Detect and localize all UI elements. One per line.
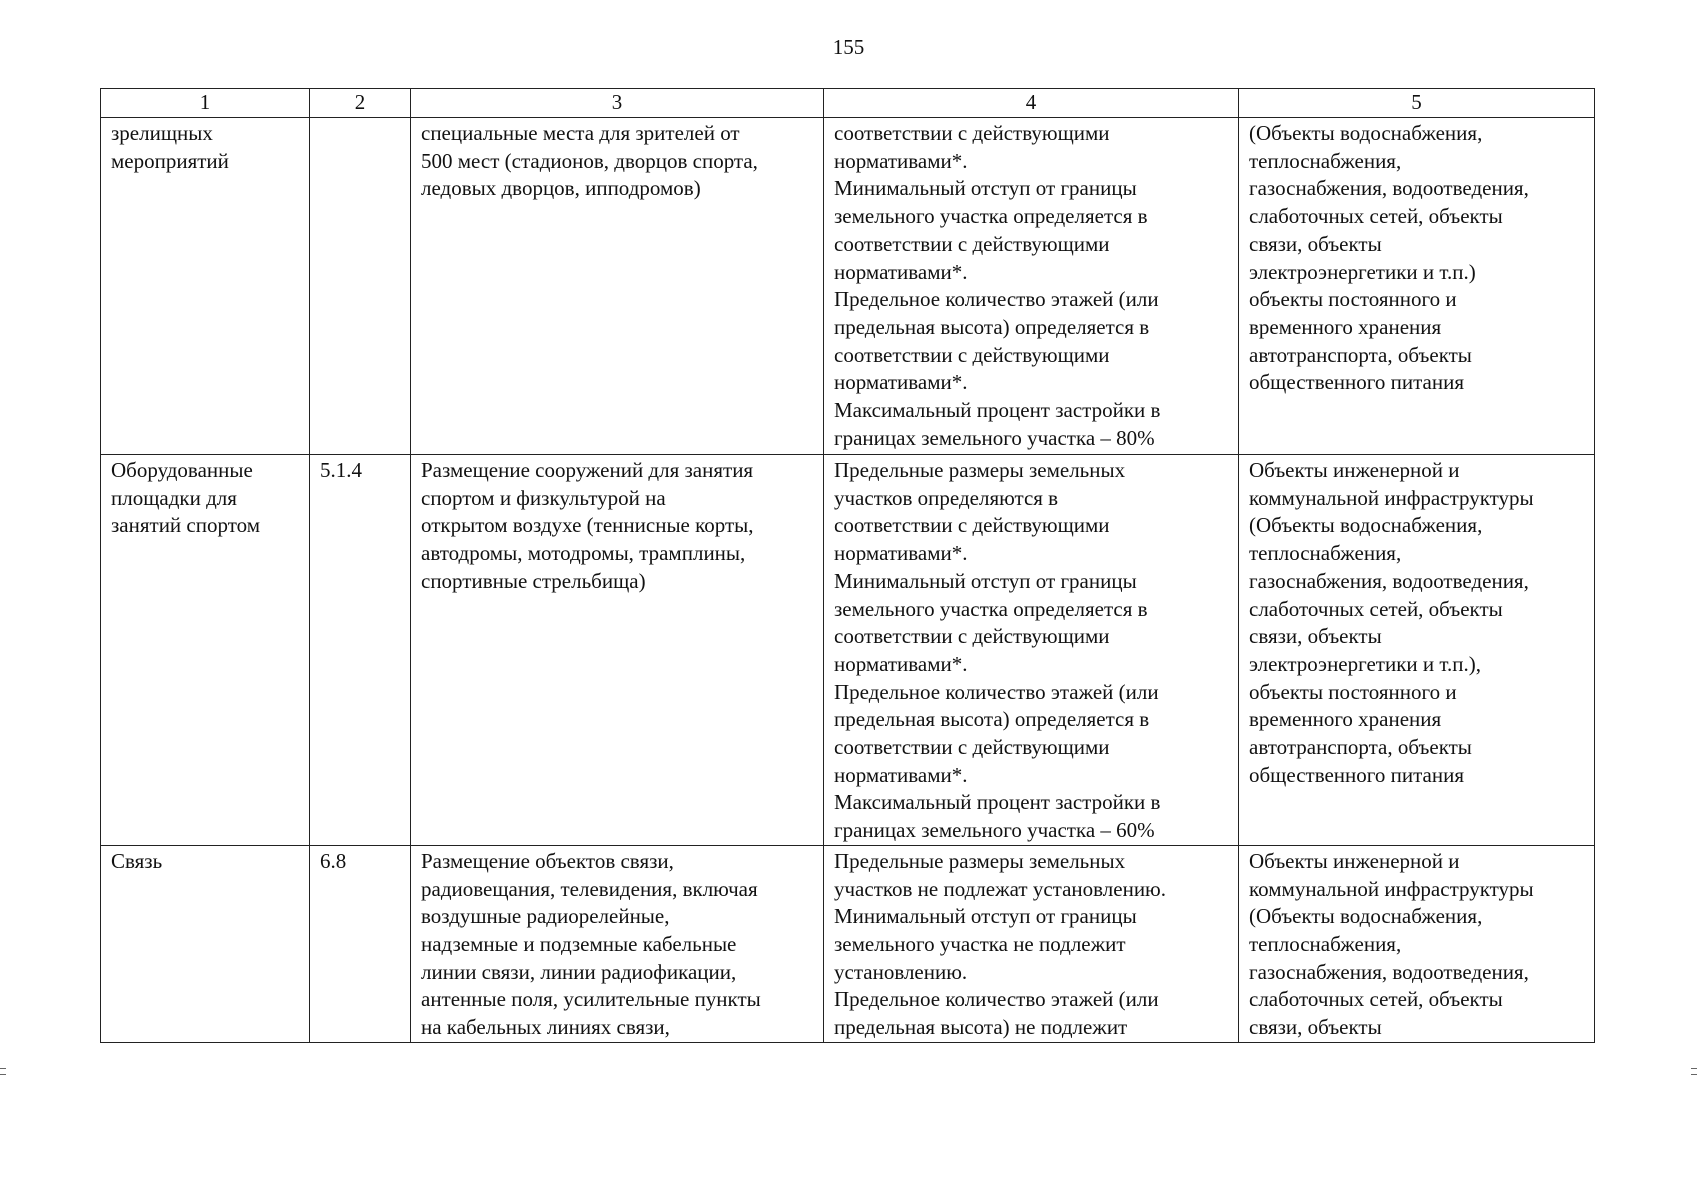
cell-text-line: антенные поля, усилительные пункты (421, 987, 761, 1012)
cell-text-line: Размещение объектов связи, (421, 848, 674, 873)
cell-text-line: площадки для (111, 485, 237, 510)
use-name-cell (101, 455, 310, 846)
cell-text-line: газоснабжения, водоотведения, (1249, 568, 1529, 593)
cell-text-line: границах земельного участка – 60% (834, 818, 1155, 843)
cell-text-line: нормативами*. (834, 541, 968, 566)
auxiliary-uses-cell (1239, 845, 1595, 1042)
cell-text-line: воздушные радиорелейные, (421, 904, 670, 929)
cell-text-line: автотранспорта, объекты (1249, 735, 1472, 760)
column-header-3: 3 (411, 89, 824, 118)
cell-text-line: газоснабжения, водоотведения, (1249, 176, 1529, 201)
parameters-cell (824, 118, 1239, 455)
parameters-cell (824, 845, 1239, 1042)
right-margin-mark (1691, 1068, 1697, 1069)
cell-text-line: связи, объекты (1249, 1015, 1382, 1040)
cell-text-line: (Объекты водоснабжения, (1249, 904, 1483, 929)
cell-text-line: участков не подлежат установлению. (834, 876, 1166, 901)
cell-text-line: земельного участка определяется в (834, 204, 1148, 229)
cell-text-line: газоснабжения, водоотведения, (1249, 959, 1529, 984)
column-header-2: 2 (310, 89, 411, 118)
cell-text-line: зрелищных (111, 121, 213, 145)
cell-text-line: открытом воздухе (теннисные корты, (421, 513, 754, 538)
use-code-cell (310, 455, 411, 846)
table-row (101, 118, 1595, 455)
zoning-regulations-table (100, 88, 1595, 1043)
cell-text-line: спортом и физкультурой на (421, 485, 666, 510)
cell-text-line: общественного питания (1249, 762, 1464, 787)
cell-text-line: нормативами*. (834, 259, 968, 284)
cell-text-line: электроэнергетики и т.п.) (1249, 259, 1476, 284)
cell-text-line: слаботочных сетей, объекты (1249, 987, 1503, 1012)
cell-text-line: временного хранения (1249, 707, 1442, 732)
cell-text-line: линии связи, линии радиофикации, (421, 959, 737, 984)
cell-text-line: Объекты инженерной и (1249, 848, 1460, 873)
cell-text-line: участков определяются в (834, 485, 1059, 510)
cell-text-line: соответствии с действующими (834, 513, 1110, 538)
cell-text-line: Предельное количество этажей (или (834, 987, 1159, 1012)
left-margin-mark (0, 1068, 6, 1069)
cell-text-line: электроэнергетики и т.п.), (1249, 651, 1481, 676)
cell-text-line: надземные и подземные кабельные (421, 931, 737, 956)
cell-text-line: теплоснабжения, (1249, 148, 1402, 173)
cell-text-line: Предельные размеры земельных (834, 458, 1126, 482)
use-name-cell (101, 845, 310, 1042)
cell-text-line: нормативами*. (834, 651, 968, 676)
cell-text-line: Предельные размеры земельных (834, 848, 1126, 873)
cell-text-line: границах земельного участка – 80% (834, 425, 1155, 450)
table-header-row (101, 89, 1595, 118)
left-margin-mark (0, 1074, 6, 1075)
description-cell (411, 455, 824, 846)
right-margin-mark (1691, 1074, 1697, 1075)
cell-text-line: Оборудованные (111, 458, 253, 482)
column-header-1: 1 (101, 89, 310, 118)
cell-text-line: временного хранения (1249, 314, 1442, 339)
cell-text-line: Минимальный отступ от границы (834, 176, 1137, 201)
cell-text-line: нормативами*. (834, 370, 968, 395)
cell-text-line: теплоснабжения, (1249, 541, 1402, 566)
cell-text-line: земельного участка определяется в (834, 596, 1148, 621)
use-code-cell (310, 118, 411, 455)
cell-text-line: коммунальной инфраструктуры (1249, 485, 1534, 510)
cell-text-line: Связь (111, 848, 163, 873)
parameters-cell (824, 455, 1239, 846)
cell-text-line: 500 мест (стадионов, дворцов спорта, (421, 148, 758, 173)
cell-text-line: Максимальный процент застройки в (834, 398, 1161, 423)
column-header-5: 5 (1239, 89, 1595, 118)
description-cell (411, 845, 824, 1042)
page-number: 155 (832, 35, 865, 59)
cell-text-line: соответствии с действующими (834, 624, 1110, 649)
use-code-cell (310, 845, 411, 1042)
cell-text-line: Объекты инженерной и (1249, 458, 1460, 482)
cell-text-line: Предельное количество этажей (или (834, 287, 1159, 312)
cell-text-line: спортивные стрельбища) (421, 568, 646, 593)
auxiliary-uses-cell (1239, 455, 1595, 846)
cell-text-line: объекты постоянного и (1249, 679, 1457, 704)
cell-text-line: связи, объекты (1249, 231, 1382, 256)
cell-text-line: установлению. (834, 959, 968, 984)
cell-text-line: мероприятий (111, 148, 229, 173)
cell-text-line: (Объекты водоснабжения, (1249, 513, 1483, 538)
description-cell (411, 118, 824, 455)
cell-text-line: земельного участка не подлежит (834, 931, 1126, 956)
cell-text-line: объекты постоянного и (1249, 287, 1457, 312)
cell-text-line: общественного питания (1249, 370, 1464, 395)
cell-text-line: слаботочных сетей, объекты (1249, 204, 1503, 229)
table-row (101, 455, 1595, 846)
cell-text-line: Размещение сооружений для занятия (421, 458, 754, 482)
cell-text-line: автотранспорта, объекты (1249, 342, 1472, 367)
use-name-cell (101, 118, 310, 455)
cell-text-line: Предельное количество этажей (или (834, 679, 1159, 704)
cell-text-line: предельная высота) не подлежит (834, 1015, 1128, 1040)
cell-text-line: Максимальный процент застройки в (834, 790, 1161, 815)
cell-text-line: занятий спортом (111, 513, 260, 538)
cell-text-line: нормативами*. (834, 148, 968, 173)
cell-text-line: автодромы, мотодромы, трамплины, (421, 541, 746, 566)
table-row (101, 845, 1595, 1042)
cell-text-line: (Объекты водоснабжения, (1249, 121, 1483, 145)
cell-text-line: теплоснабжения, (1249, 931, 1402, 956)
cell-text-line: связи, объекты (1249, 624, 1382, 649)
cell-text-line: нормативами*. (834, 762, 968, 787)
cell-text-line: соответствии с действующими (834, 342, 1110, 367)
column-header-4: 4 (824, 89, 1239, 118)
cell-text-line: радиовещания, телевидения, включая (421, 876, 758, 901)
cell-text-line: специальные места для зрителей от (421, 121, 740, 145)
cell-text-line: 5.1.4 (320, 458, 362, 482)
cell-text-line: соответствии с действующими (834, 231, 1110, 256)
cell-text-line: предельная высота) определяется в (834, 707, 1150, 732)
cell-text-line: соответствии с действующими (834, 735, 1110, 760)
cell-text-line: слаботочных сетей, объекты (1249, 596, 1503, 621)
cell-text-line: 6.8 (320, 848, 347, 873)
cell-text-line: коммунальной инфраструктуры (1249, 876, 1534, 901)
cell-text-line: предельная высота) определяется в (834, 314, 1150, 339)
cell-text-line: на кабельных линиях связи, (421, 1015, 670, 1040)
cell-text-line: ледовых дворцов, ипподромов) (421, 176, 701, 201)
cell-text-line: соответствии с действующими (834, 121, 1110, 145)
auxiliary-uses-cell (1239, 118, 1595, 455)
cell-text-line: Минимальный отступ от границы (834, 904, 1137, 929)
cell-text-line: Минимальный отступ от границы (834, 568, 1137, 593)
